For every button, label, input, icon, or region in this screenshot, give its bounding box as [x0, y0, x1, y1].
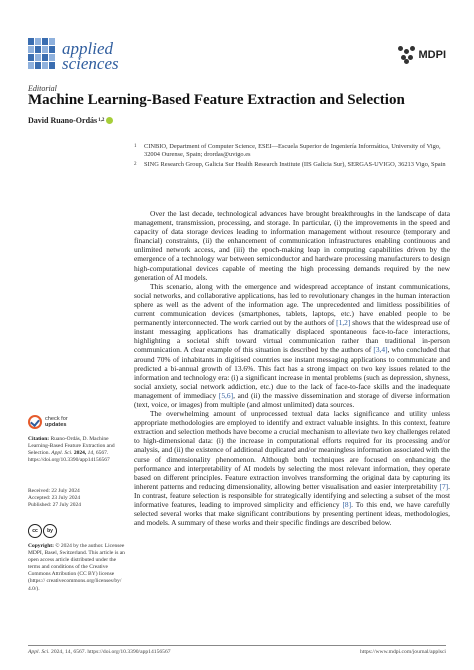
paragraph-3: [134, 409, 450, 527]
affiliation-text: SING Research Group, Galicia Sur Health Research Institute (IIS Galicia Sur), SERGAS-UVIGO, 36213 Vigo, Spain: [144, 160, 446, 168]
by-icon: by: [43, 524, 57, 538]
text-run: , who concluded that around 70% of inhabitants in digitised countries use instant messaging applications to communicate and predicted a bi-annual growth of 13.6%. This fact has a strong impact on two key issues related to the information and technology era: (i) a significant increase in mental problems (such as depression, shyness, social anxiety, social network addiction, etc.) due to the lack of face-to-face skills and the inadequate management of immediacy: [134, 345, 451, 400]
publisher-logo: [398, 46, 447, 64]
received-date: Received: 22 July 2024: [28, 488, 80, 494]
citation-block: [28, 436, 126, 464]
author-affil-sup: 1,2: [98, 118, 105, 123]
citation-year: 2024,: [73, 450, 87, 457]
citation-label: Citation:: [28, 436, 50, 442]
citation-text: Ruano-Ordás, D. Machine Learning-Based Feature Extraction and Selection.: [28, 436, 115, 457]
affiliation-1: [134, 143, 454, 160]
text-run: The overwhelming amount of unprocessed textual data lacks significance and utility unless appropriate methodologies are employed to identify and extract valuable insights. In this context, feature extraction and selection methods have become a crucial mechanism to alleviate two key challenges related to high-dimensional data: (i) the increase in computational efforts required for its processing and/or analysis, and (ii) the existence of additional duplicated and/or meaningless information associated with the curse of dimensionality phenomenon. Although both techniques are focused on enhancing the performance and interpretability of AI models by selecting the most relevant information, they operate based on different principles. Feature extraction involves transforming the original data by capturing its inherent patterns and reducing dimensionality, allowing better visualisation and easier interpretability: [134, 409, 450, 491]
check-for-updates-button[interactable]: [28, 415, 68, 429]
check-updates-line1: check for: [45, 415, 68, 422]
affiliation-number: 1: [134, 144, 137, 149]
affiliations: [134, 143, 454, 170]
check-updates-icon: [28, 415, 42, 429]
citation-journal: Appl. Sci.: [51, 450, 73, 457]
publisher-name: MDPI: [418, 49, 446, 61]
journal-name: [62, 41, 119, 71]
text-run: shows that the widespread use of instant messaging applications has dramatically displaced spontaneous face-to-face interactions, highlighting a societal shift toward virtual communication rather than traditional in-person communication. A clear example of this situation is described by the authors of: [134, 318, 450, 355]
text-run: , and (ii) the massive dissemination and storage of diverse information (text, voice, or images) from multiple (and almost unlimited) data sources.: [134, 390, 451, 409]
copyright-label: Copyright:: [28, 543, 54, 549]
cc-license-badge[interactable]: [28, 524, 58, 538]
citation-link[interactable]: [1,2]: [336, 318, 351, 328]
footer-url[interactable]: https://www.mdpi.com/journal/applsci: [359, 649, 446, 655]
mdpi-icon: [398, 46, 416, 64]
footer-doi[interactable]: 2024, 14, 6567. https://doi.org/10.3390/app14156567: [51, 649, 171, 655]
orcid-icon[interactable]: [106, 117, 113, 124]
article-body: [134, 209, 450, 527]
paragraph-1: Over the last decade, technological advances have brought breakthroughs in the landscape of data management, transmission, processing, and storage. In particular, (i) the improvements in the speed and capacity of data storage devices leading to information management without resource (temporary and financial) constraints, (ii) the enhancement of communication infrastructures enabling continuous and unlimited network access, and (iii) the epoch-making leap in computing capabilities driven by the emergence of a technology war between semiconductor and hardware processing manufacturers to design high-computational devices capable of meeting the high processing demands required by the new generation of AI models.: [134, 209, 450, 282]
cc-icon: cc: [28, 524, 42, 538]
affiliation-number: 2: [134, 161, 137, 167]
check-updates-line2: updates: [45, 422, 67, 428]
copyright-text: © 2024 by the author. Licensee MDPI, Basel, Switzerland. This article is an open access article distributed under the terms and conditions of the Creative Commons Attribution (CC BY) license (https:// creativecommons.org/licenses/by/ 4.0/).: [28, 543, 125, 592]
citation-link[interactable]: [3,4]: [373, 345, 388, 355]
citation-link[interactable]: [5,6]: [218, 390, 234, 400]
citation-volume: 14,: [87, 450, 95, 457]
affiliation-text: CINBIO, Department of Computer Science, ESEI—Escuela Superior de Ingeniería Informática, University of Vigo, 32004 Ourense, Spain; drordas@uvigo.es: [144, 143, 441, 159]
journal-logo: [28, 38, 119, 74]
page-footer: [28, 645, 446, 655]
footer-journal: Appl. Sci.: [28, 649, 50, 655]
accepted-date: Accepted: 23 July 2024: [28, 495, 81, 502]
dates-block: [28, 488, 126, 509]
text-run: This scenario, along with the emergence and widespread acceptance of instant communications, social networks, and collaborative applications, has led to revolutionary changes in the human interaction sphere as well as the advent of the information age. The unprecedented and limitless possibilities of current communication devices (smartphones, tablets, laptops, etc.) have enabled people to be permanently interconnected. The work carried out by the authors of: [134, 281, 450, 328]
text-run: . In contrast, feature selection is responsible for strategically identifying and selecting a subset of the most informative features, leading to improved simplicity and efficiency: [134, 481, 450, 509]
copyright-block: [28, 543, 126, 593]
text-run: . To this end, we have carefully selected several works that make significant contributions by presenting pertinent ideas, methodologies, and models. A summary of these works and their specific findings are described below.: [134, 500, 450, 528]
journal-name-line2: sciences: [62, 54, 119, 73]
author-line: [28, 116, 113, 125]
citation-link[interactable]: [8]: [342, 500, 352, 509]
paragraph-2: [134, 282, 450, 409]
author-name: David Ruano-Ordás: [28, 116, 98, 125]
article-type: Editorial: [28, 84, 57, 93]
affiliation-2: [134, 161, 454, 169]
published-date: Published: 27 July 2024: [28, 502, 82, 509]
check-updates-label: [45, 416, 68, 429]
citation-doi[interactable]: 6567. https://doi.org/10.3390/app14156567: [28, 450, 110, 464]
article-title: Machine Learning-Based Feature Extraction and Selection: [28, 92, 405, 108]
citation-link[interactable]: [7]: [439, 481, 449, 491]
footer-citation: [28, 649, 171, 655]
journal-logo-icon: [28, 38, 58, 74]
journal-name-line1: applied: [62, 39, 113, 58]
